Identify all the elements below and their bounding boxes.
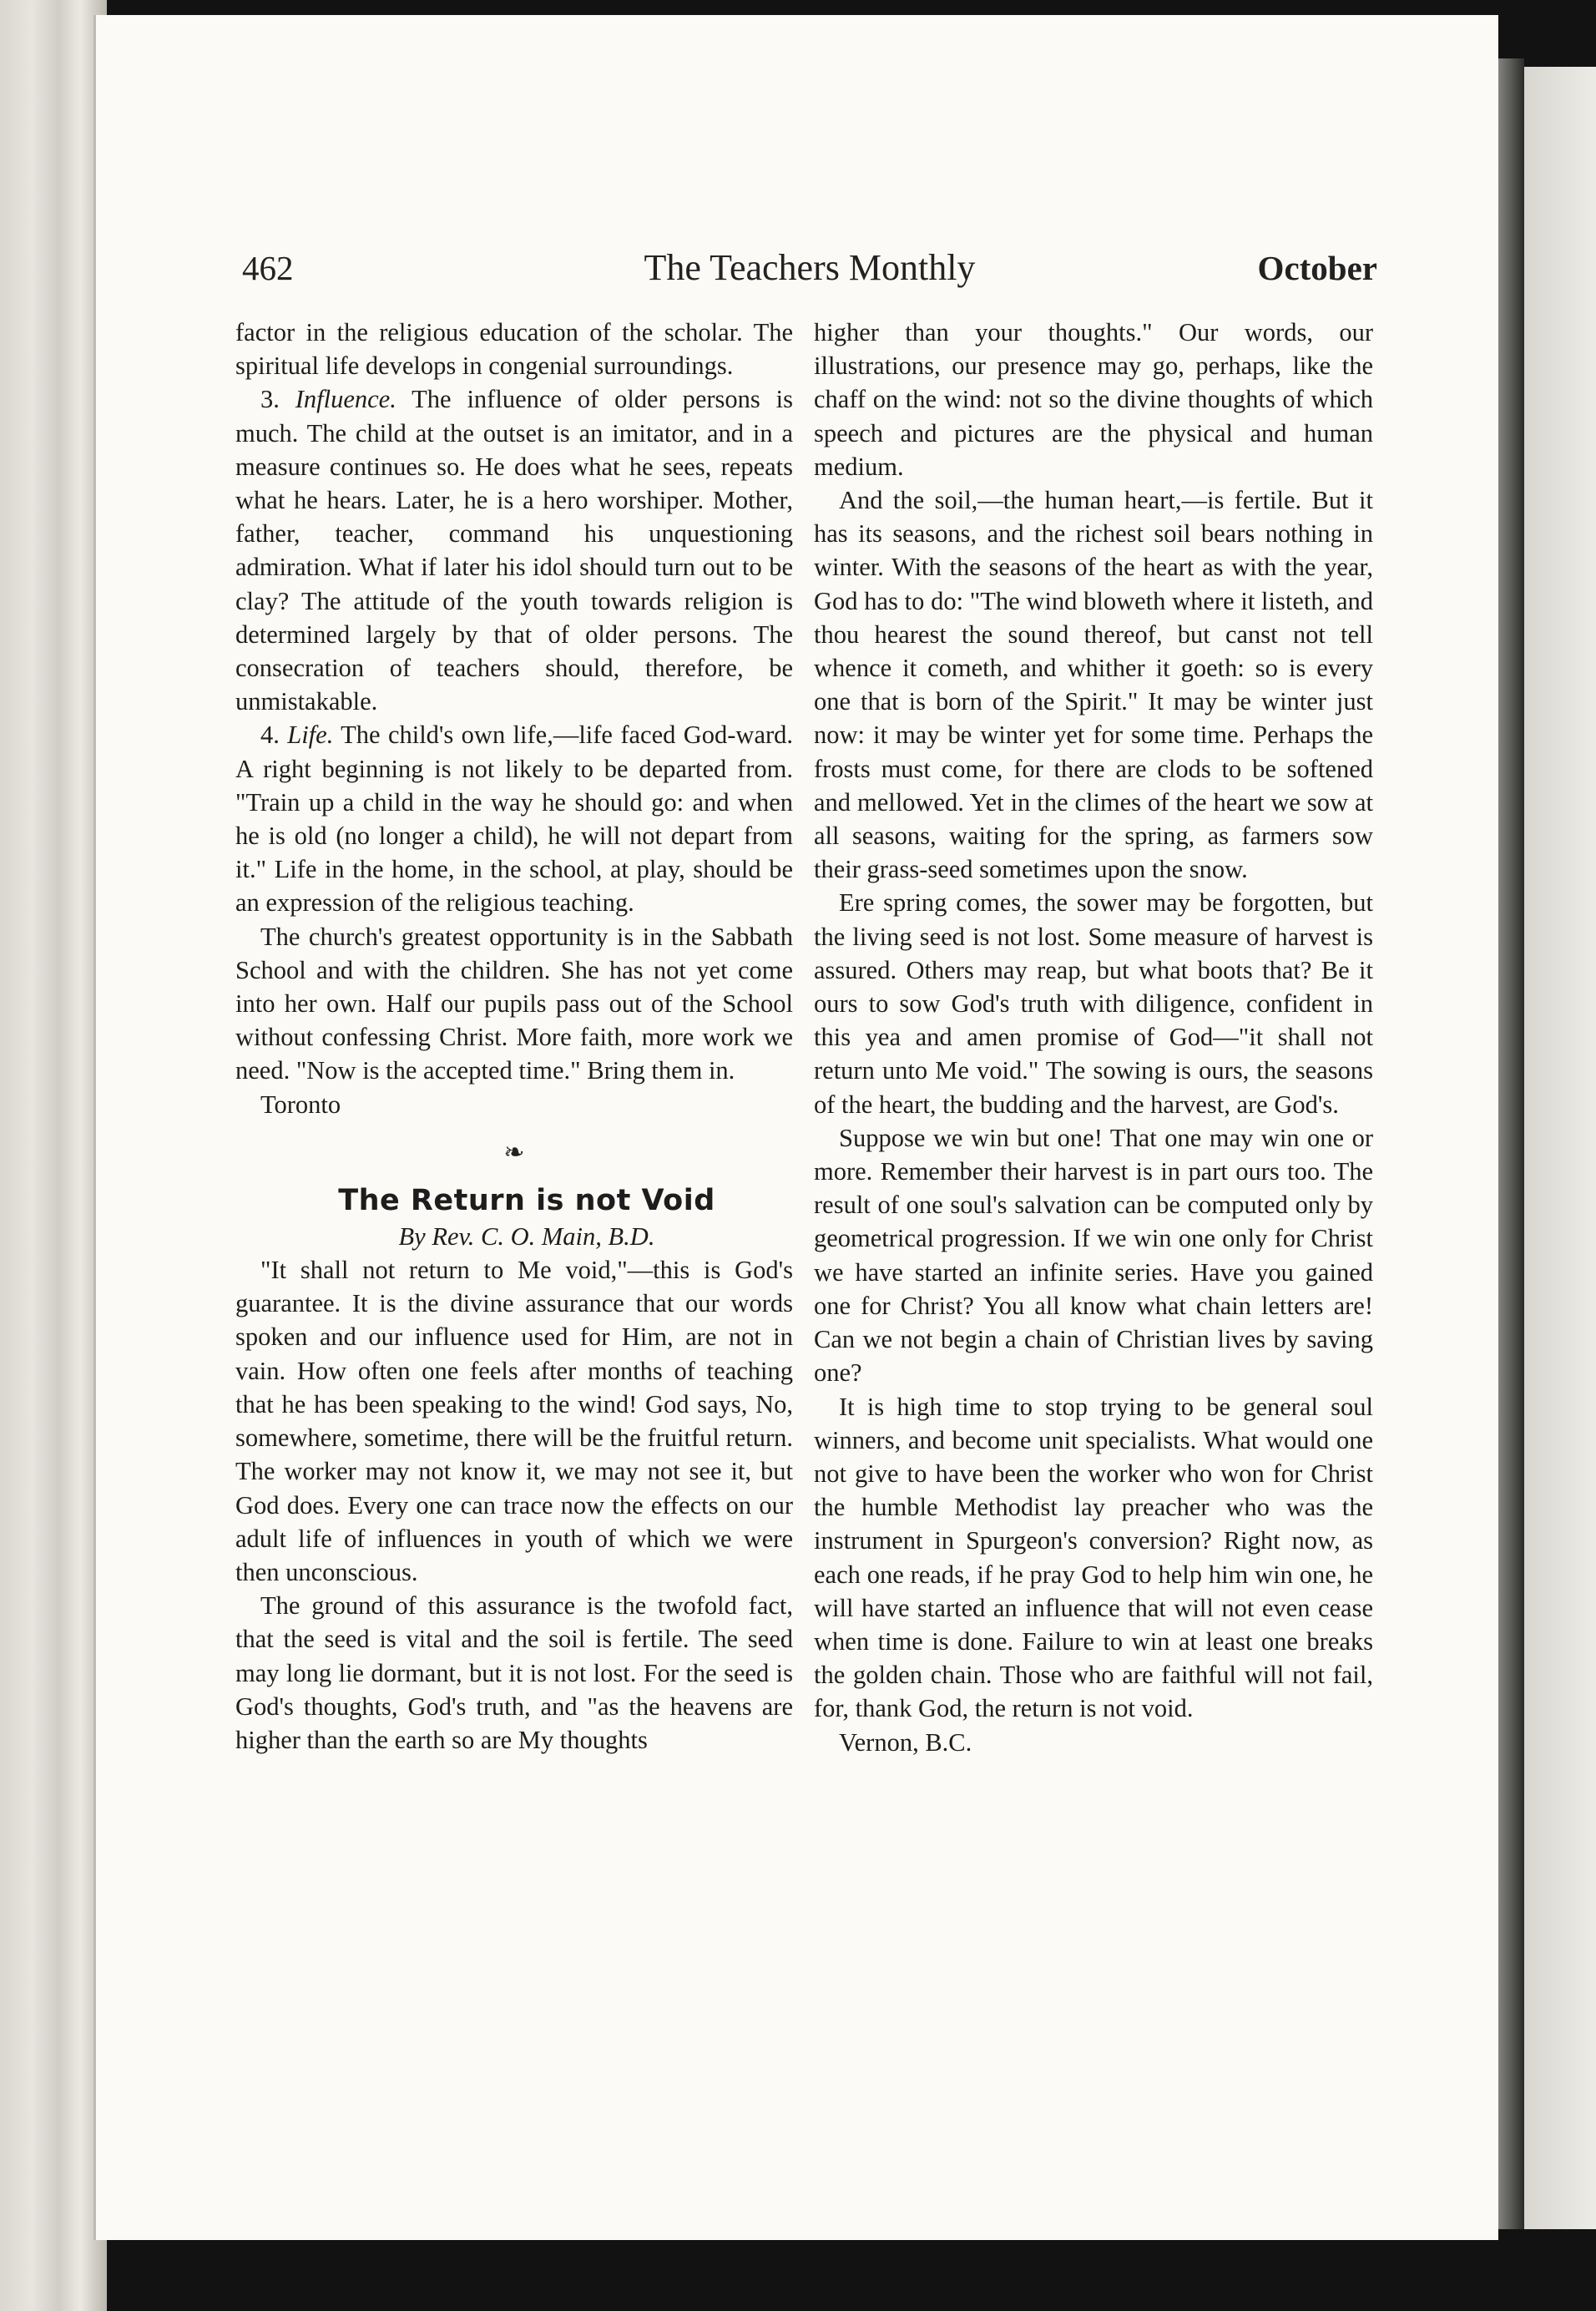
section-body-influence: The influence of older persons is much. The child at the outset is an imitator, and in a measure continues so. He does what he sees, repeats what he hears. Later, he is a hero worshiper. Mother, father, teacher, command his unquestioning admiration. What if later his idol should turn out to be clay? The attitude of the youth towards religion is determined largely by that of older persons. The consecration of teachers should, therefore, be unmistakable. bbox=[235, 385, 793, 716]
paragraph-win-one: Suppose we win but one! That one may win one or more. Remember their harvest is in part ours too. The result of one soul's salvation can be computed only by geometrical progression. If we win one only for Christ we have started an infinite series. Have you gained one for Christ? You all know what chain letters are! Can we not begin a chain of Christian lives by saving one? bbox=[814, 1123, 1373, 1388]
paragraph-guarantee: "It shall not return to Me void,"—this is God's guarantee. It is the divine assurance that our words spoken and our influence used for Him, are not in vain. How often one feels after months of teaching that he has been speaking to the wind! God says, No, somewhere, sometime, there will be the fruitful return. The worker may not know it, we may not see it, but God does. Every one can trace now the effects on our adult life of influences in youth of which we were then unconscious. bbox=[235, 1256, 793, 1586]
book-binding-edge bbox=[0, 0, 107, 2311]
paragraph-high-time: It is high time to stop trying to be general soul winners, and become unit specialists. What would one not give to have been the worker who won for Christ the humble Methodist lay preacher who was the instrument in Spurgeon's conversion? Right now, as each one reads, if he pray God to help him win one, he will have started an influence that will not even cease when time is done. Failure to win at least one breaks the golden chain. Those who are faithful will not fail, for, thank God, the return is not void. bbox=[814, 1392, 1373, 1723]
paragraph-ground: The ground of this assurance is the twofold fact, that the seed is vital and the soil is fertile. The seed may long lie dormant, but it is not lost. For the seed is God's thoughts, God's truth, and "as the heavens are higher than the earth so are My thoughts bbox=[235, 1591, 793, 1754]
paragraph-intro: factor in the religious education of the scholar. The spiritual life develops in congenial surroundings. bbox=[235, 318, 793, 381]
paragraph-influence bbox=[235, 382, 793, 718]
journal-title: The Teachers Monthly bbox=[644, 247, 976, 288]
paragraph-thoughts: higher than your thoughts." Our words, our illustrations, our presence may go, perhaps, like the chaff on the wind: not so the divine thoughts of which speech and pictures are the physical and human medium. bbox=[814, 318, 1373, 481]
paragraph-soil: And the soil,—the human heart,—is fertile. But it has its seasons, and the richest soil bears nothing in winter. With the seasons of the heart as with the year, God has to do: "The wind bloweth where it listeth, and thou hearest the sound thereof, but canst not tell whence it cometh, and whither it goeth: so is every one that is born of the Spirit." It may be winter just now: it may be winter yet for some time. Perhaps the frosts must come, for there are clods to be softened and mellowed. Yet in the climes of the heart we sow at all seasons, waiting for the spring, as farmers sow their grass-seed sometimes upon the snow. bbox=[814, 486, 1373, 884]
section-body-life: The child's own life,—life faced God-ward. A right beginning is not likely to be departed from. "Train up a child in the way he should go: and when he is old (no longer a child), he will not depart from it." Life in the home, in the school, at play, should be an expression of the religious teaching. bbox=[235, 721, 794, 918]
signoff-vernon: Vernon, B.C. bbox=[839, 1727, 972, 1757]
running-header bbox=[242, 246, 1377, 296]
page-number: 462 bbox=[242, 249, 294, 287]
paragraph-life bbox=[235, 718, 793, 919]
signoff-toronto: Toronto bbox=[260, 1090, 341, 1119]
fleuron-ornament-icon: ❧ bbox=[503, 1138, 525, 1166]
left-column bbox=[235, 316, 793, 1757]
paragraph-church: The church's greatest opportunity is in the Sabbath School and with the children. She has not yet come into her own. Half our pupils pass out of the School without confessing Christ. More faith, more work we need. "Now is the accepted time." Bring them in. bbox=[235, 922, 793, 1085]
section-heading-life: Life. bbox=[287, 721, 334, 750]
section-heading-influence: Influence. bbox=[295, 385, 396, 414]
paragraph-spring: Ere spring comes, the sower may be forgotten, but the living seed is not lost. Some measure of harvest is assured. Others may reap, but what boots that? Be it ours to sow God's truth with diligence, confident in this yea and amen promise of God—"it shall not return unto Me void." The sowing is ours, the seasons of the heart, the budding and the harvest, are God's. bbox=[814, 888, 1373, 1119]
facing-page-edge bbox=[1524, 67, 1596, 2229]
section-number: 4. bbox=[260, 721, 280, 750]
right-column bbox=[814, 316, 1373, 1759]
article-title: The Return is not Void bbox=[338, 1183, 715, 1217]
section-number: 3. bbox=[260, 385, 280, 414]
article-byline: By Rev. C. O. Main, B.D. bbox=[398, 1221, 655, 1251]
issue-month: October bbox=[1257, 249, 1377, 287]
